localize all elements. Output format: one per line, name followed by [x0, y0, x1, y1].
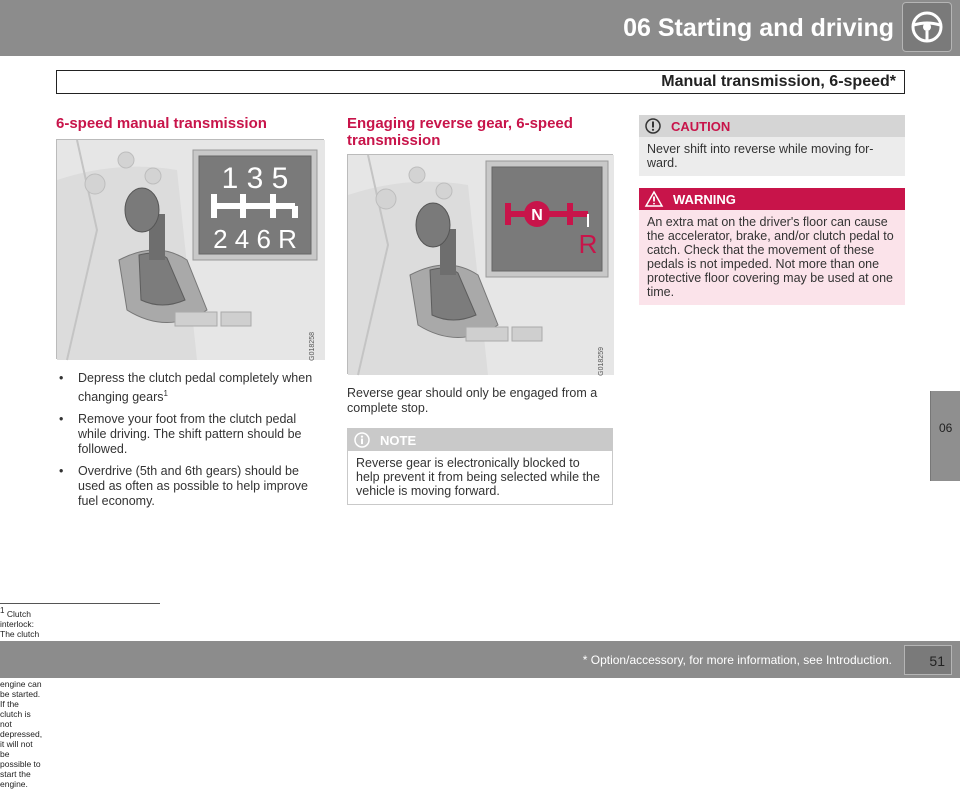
- footnote-ref[interactable]: 1: [163, 389, 168, 398]
- reverse-instruction-text: Reverse gear should only be engaged from a complete stop.: [347, 386, 598, 415]
- figure-code: G018258: [309, 332, 316, 361]
- page-number-box: [904, 645, 952, 675]
- list-item-text: Overdrive (5th and 6th gears) should be used as often as possible to help improve fuel economy.: [78, 464, 308, 509]
- heading-manual-transmission: 6-speed manual transmission: [56, 115, 267, 132]
- footnote: [0, 606, 42, 789]
- reverse-label: R: [578, 229, 598, 259]
- instruction-list: [56, 371, 324, 509]
- reverse-gear-illustration: [347, 154, 613, 374]
- warning-triangle-icon: [645, 191, 663, 207]
- steering-wheel-icon: [902, 2, 952, 52]
- list-item-text: Depress the clutch pedal completely when changing gears: [78, 371, 313, 405]
- gear-lever-drawing: [57, 140, 325, 360]
- neutral-label: N: [531, 207, 543, 224]
- bullet-icon: •: [59, 371, 64, 385]
- footnote-number: 1: [0, 606, 5, 615]
- footer-note-text: Option/accessory, for more information, see Introduction.: [590, 653, 892, 667]
- shift-pattern-top: 1 3 5: [221, 162, 289, 195]
- section-title: Manual transmission, 6-speed*: [661, 73, 896, 90]
- warning-label: WARNING: [673, 191, 736, 207]
- bullet-icon: •: [59, 464, 64, 479]
- reverse-gear-drawing: [348, 155, 614, 375]
- section-bar: [56, 70, 905, 94]
- chapter-side-tab-label: 06: [939, 421, 953, 435]
- note-box: [347, 428, 613, 505]
- shift-pattern-bottom: 2 4 6 R: [213, 224, 297, 254]
- chapter-side-tab[interactable]: [930, 391, 960, 481]
- page-number: 51: [929, 653, 945, 669]
- column-safety: [639, 115, 905, 305]
- list-item: [56, 412, 324, 457]
- caution-label: CAUTION: [671, 118, 731, 134]
- footer-asterisk: *: [582, 653, 588, 667]
- page-footer: [0, 641, 960, 678]
- caution-text: Never shift into reverse while moving for-ward.: [647, 142, 874, 170]
- heading-reverse-gear: Engaging reverse gear, 6-speed transmission: [347, 115, 573, 149]
- figure-code: G018259: [598, 347, 605, 376]
- warning-header: [639, 188, 905, 210]
- caution-header: [639, 115, 905, 137]
- footer-note: [583, 653, 892, 667]
- bullet-icon: •: [59, 412, 64, 427]
- column-manual-transmission: [56, 115, 324, 516]
- caution-box: [639, 115, 905, 176]
- note-header: [348, 429, 612, 451]
- list-item-text: Remove your foot from the clutch pedal while driving. The shift pattern should be followed.: [78, 412, 302, 457]
- warning-box: [639, 188, 905, 305]
- chapter-title: 06 Starting and driving: [623, 14, 894, 42]
- list-item: [56, 464, 324, 509]
- footnote-divider: [0, 603, 160, 604]
- list-item: [56, 371, 324, 405]
- note-text: Reverse gear is electronically blocked to help prevent it from being selected while the vehicle is moving forward.: [356, 456, 600, 498]
- column-reverse-gear: [347, 115, 613, 505]
- warning-text: An extra mat on the driver's floor can cause the accelerator, brake, and/or clutch pedal to catch. Check that the movement of these pedals is not impeded. Not more than one protective floor covering may be used at one time.: [647, 215, 894, 299]
- chapter-header: [0, 0, 960, 56]
- exclamation-circle-icon: [645, 118, 661, 134]
- footnote-text: Clutch interlock: The clutch engine can be started. If the clutch is not depressed, it will not be possible to start the engine.: [0, 608, 43, 789]
- info-icon: [354, 432, 370, 448]
- note-label: NOTE: [380, 432, 417, 448]
- gear-lever-illustration: [56, 139, 324, 359]
